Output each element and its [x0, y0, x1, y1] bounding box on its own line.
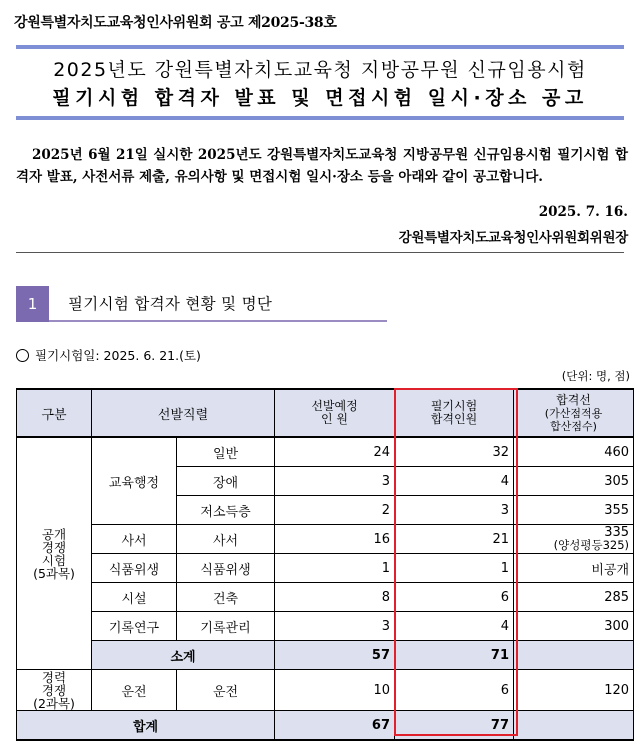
planned-cell: 3	[275, 467, 395, 496]
series-cell: 기록연구	[92, 612, 177, 641]
table-row	[17, 525, 634, 554]
header-passed-line2: 합격인원	[430, 412, 478, 426]
planned-cell: 3	[275, 612, 395, 641]
table-row	[17, 583, 634, 612]
cutoff-cell: 355	[514, 496, 634, 525]
section-title: 필기시험 합격자 현황 및 명단	[68, 295, 273, 313]
cutoff-cell: 285	[514, 583, 634, 612]
sub-series-cell: 장애	[177, 467, 275, 496]
subtotal-row	[17, 641, 634, 670]
document-title	[16, 52, 624, 112]
total-cutoff-empty	[514, 711, 634, 741]
series-cell: 운전	[92, 670, 177, 711]
sub-series-cell: 일반	[177, 437, 275, 467]
passed-cell: 4	[395, 467, 514, 496]
passed-cell: 4	[395, 612, 514, 641]
cutoff-note: (양성평등325)	[553, 538, 630, 552]
sub-series-cell: 건축	[177, 583, 275, 612]
group-career-competition	[17, 670, 92, 711]
results-table	[16, 388, 634, 741]
planned-cell: 16	[275, 525, 395, 554]
passed-cell: 3	[395, 496, 514, 525]
header-job: 선발직렬	[92, 389, 275, 437]
title-line-2: 필기시험 합격자 발표 및 면접시험 일시·장소 공고	[52, 87, 588, 109]
passed-cell: 6	[395, 670, 514, 711]
planned-cell: 2	[275, 496, 395, 525]
planned-cell: 8	[275, 583, 395, 612]
section-underline	[49, 320, 387, 322]
intro-paragraph	[16, 144, 628, 188]
passed-cell: 32	[395, 437, 514, 467]
series-cell: 식품위생	[92, 554, 177, 583]
cutoff-cell: 305	[514, 467, 634, 496]
group-open-competition	[17, 437, 92, 670]
sub-series-cell: 저소득층	[177, 496, 275, 525]
header-cutoff-line3: 합산점수)	[550, 419, 597, 433]
group-career-line1: 경력	[41, 669, 67, 685]
divider	[16, 252, 624, 253]
cutoff-cell	[514, 525, 634, 554]
subtotal-passed: 71	[395, 641, 514, 670]
total-planned: 67	[275, 711, 395, 741]
group-open-line4: (5과목)	[33, 565, 75, 581]
unit-label: (단위: 명, 점)	[561, 369, 630, 383]
header-planned	[275, 389, 395, 437]
exam-date-line	[16, 346, 201, 364]
section-heading	[16, 286, 388, 322]
circle-bullet-icon	[16, 349, 29, 362]
cutoff-cell: 460	[514, 437, 634, 467]
subtotal-cutoff-empty	[514, 641, 634, 670]
table-row	[17, 612, 634, 641]
subtotal-label: 소계	[92, 641, 275, 670]
subtotal-planned: 57	[275, 641, 395, 670]
sub-series-cell: 식품위생	[177, 554, 275, 583]
header-category: 구분	[17, 389, 92, 437]
group-career-line3: (2과목)	[33, 695, 75, 711]
section-number-badge: 1	[16, 286, 49, 322]
total-passed: 77	[395, 711, 514, 741]
planned-cell: 1	[275, 554, 395, 583]
table-row	[17, 554, 634, 583]
issuer-name: 강원특별자치도교육청인사위원회위원장	[398, 230, 628, 246]
planned-cell: 10	[275, 670, 395, 711]
title-top-rule	[16, 45, 624, 49]
notice-date: 2025. 7. 16.	[538, 204, 628, 220]
group-career-line2: 경쟁	[41, 682, 67, 698]
header-planned-line2: 인 원	[321, 412, 349, 426]
title-bottom-rule	[16, 116, 624, 120]
passed-cell: 6	[395, 583, 514, 612]
header-cutoff-line1: 합격선	[556, 392, 591, 407]
cutoff-cell: 300	[514, 612, 634, 641]
total-row	[17, 711, 634, 741]
cutoff-value: 335	[604, 525, 630, 540]
exam-date-text: 필기시험일: 2025. 6. 21.(토)	[35, 348, 201, 363]
table-row	[17, 670, 634, 711]
series-cell: 사서	[92, 525, 177, 554]
header-planned-line1: 선발예정	[311, 399, 358, 413]
header-cutoff	[514, 389, 634, 437]
cutoff-cell: 120	[514, 670, 634, 711]
passed-cell: 1	[395, 554, 514, 583]
title-line-1: 2025년도 강원특별자치도교육청 지방공무원 신규임용시험	[53, 59, 587, 81]
series-cell: 시설	[92, 583, 177, 612]
planned-cell: 24	[275, 437, 395, 467]
group-open-line2: 경쟁	[41, 539, 67, 555]
sub-series-cell: 운전	[177, 670, 275, 711]
notice-number: 강원특별자치도교육청인사위원회 공고 제2025-38호	[14, 15, 337, 31]
table-row	[17, 437, 634, 467]
header-cutoff-line2: (가산점적용	[544, 406, 603, 420]
total-label: 합계	[17, 711, 275, 741]
table-header-row	[17, 389, 634, 437]
sub-series-cell: 사서	[177, 525, 275, 554]
cutoff-cell: 비공개	[514, 554, 634, 583]
intro-text: 2025년 6월 21일 실시한 2025년도 강원특별자치도교육청 지방공무원 신규임용시험 필기시험 합격자 발표, 사전서류 제출, 유의사항 및 면접시험 일시·장소 등을 아래와 같이 공고합니다.	[16, 147, 628, 185]
group-open-line1: 공개	[41, 526, 67, 542]
sub-series-cell: 기록관리	[177, 612, 275, 641]
series-cell: 교육행정	[92, 437, 177, 525]
header-passed	[395, 389, 514, 437]
passed-cell: 21	[395, 525, 514, 554]
header-passed-line1: 필기시험	[430, 399, 478, 413]
group-open-line3: 시험	[41, 552, 67, 568]
